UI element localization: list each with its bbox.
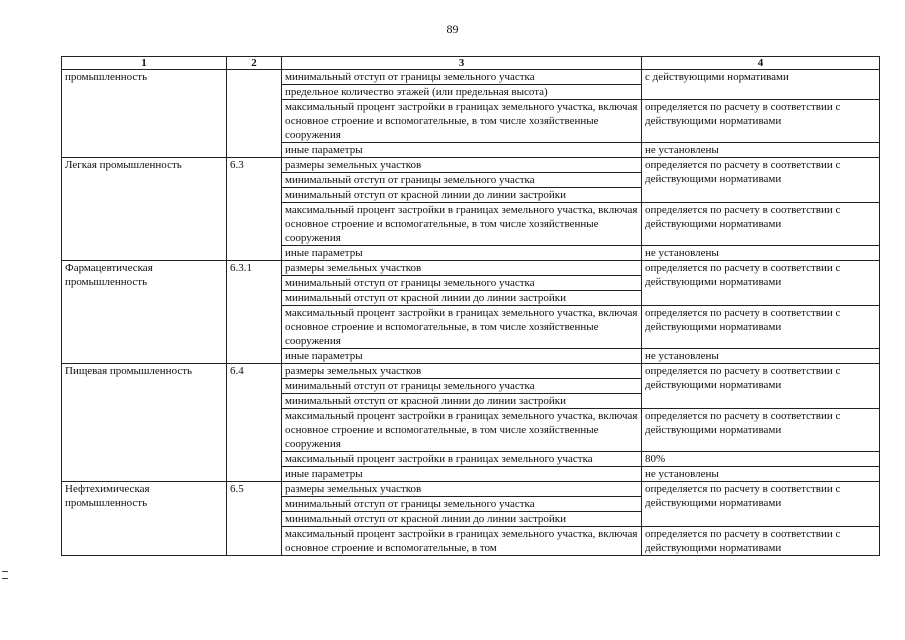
param-cell: минимальный отступ от красной линии до линии застройки (282, 291, 642, 306)
value-cell: определяется по расчету в соответствии с действующими нормативами (642, 158, 880, 203)
value-cell: не установлены (642, 143, 880, 158)
use-code: 6.4 (227, 364, 282, 482)
table-row (62, 70, 880, 85)
use-name: промышленность (62, 70, 227, 158)
value-cell: определяется по расчету в соответствии с действующими нормативами (642, 409, 880, 452)
value-cell: определяется по расчету в соответствии с действующими нормативами (642, 482, 880, 527)
table-row (62, 261, 880, 276)
value-cell: определяется по расчету в соответствии с действующими нормативами (642, 203, 880, 246)
use-code (227, 70, 282, 158)
header-col-3: 3 (282, 57, 642, 70)
value-cell: определяется по расчету в соответствии с действующими нормативами (642, 364, 880, 409)
value-cell: не установлены (642, 349, 880, 364)
param-cell: минимальный отступ от границы земельного участка (282, 497, 642, 512)
param-cell: максимальный процент застройки в границах земельного участка, включая основное строение и вспомогательные, в том (282, 527, 642, 556)
header-col-2: 2 (227, 57, 282, 70)
value-cell: определяется по расчету в соответствии с действующими нормативами (642, 100, 880, 143)
use-code: 6.3 (227, 158, 282, 261)
param-cell: размеры земельных участков (282, 158, 642, 173)
param-cell: иные параметры (282, 246, 642, 261)
param-cell: минимальный отступ от границы земельного участка (282, 70, 642, 85)
param-cell: минимальный отступ от границы земельного участка (282, 276, 642, 291)
table-header-row (62, 57, 880, 70)
param-cell: размеры земельных участков (282, 364, 642, 379)
param-cell: максимальный процент застройки в границах земельного участка, включая основное строение и вспомогательные, в том числе хозяйственные сооружения (282, 306, 642, 349)
header-col-1: 1 (62, 57, 227, 70)
value-cell: определяется по расчету в соответствии с действующими нормативами (642, 261, 880, 306)
param-cell: иные параметры (282, 143, 642, 158)
value-cell: определяется по расчету в соответствии с действующими нормативами (642, 306, 880, 349)
param-cell: максимальный процент застройки в границах земельного участка, включая основное строение и вспомогательные, в том числе хозяйственные сооружения (282, 409, 642, 452)
param-cell: иные параметры (282, 467, 642, 482)
page-number: 89 (446, 22, 459, 36)
param-cell: минимальный отступ от красной линии до линии застройки (282, 188, 642, 203)
param-cell: максимальный процент застройки в границах земельного участка, включая основное строение и вспомогательные, в том числе хозяйственные сооружения (282, 203, 642, 246)
use-name: Фармацевтическая промышленность (62, 261, 227, 364)
value-cell: определяется по расчету в соответствии с действующими нормативами (642, 527, 880, 556)
use-code: 6.5 (227, 482, 282, 556)
param-cell: минимальный отступ от границы земельного участка (282, 173, 642, 188)
regulations-table (61, 56, 880, 556)
param-cell: максимальный процент застройки в границах земельного участка (282, 452, 642, 467)
margin-mark (2, 571, 8, 579)
value-cell: 80% (642, 452, 880, 467)
param-cell: максимальный процент застройки в границах земельного участка, включая основное строение и вспомогательные, в том числе хозяйственные сооружения (282, 100, 642, 143)
param-cell: размеры земельных участков (282, 261, 642, 276)
table-row (62, 158, 880, 173)
value-cell: с действующими нормативами (642, 70, 880, 100)
use-name: Легкая промышленность (62, 158, 227, 261)
header-col-4: 4 (642, 57, 880, 70)
param-cell: минимальный отступ от границы земельного участка (282, 379, 642, 394)
table-row (62, 482, 880, 497)
param-cell: иные параметры (282, 349, 642, 364)
value-cell: не установлены (642, 467, 880, 482)
param-cell: минимальный отступ от красной линии до линии застройки (282, 512, 642, 527)
table-row (62, 364, 880, 379)
use-name: Нефтехимическая промышленность (62, 482, 227, 556)
use-name: Пищевая промышленность (62, 364, 227, 482)
use-code: 6.3.1 (227, 261, 282, 364)
param-cell: предельное количество этажей (или предельная высота) (282, 85, 642, 100)
param-cell: минимальный отступ от красной линии до линии застройки (282, 394, 642, 409)
param-cell: размеры земельных участков (282, 482, 642, 497)
value-cell: не установлены (642, 246, 880, 261)
